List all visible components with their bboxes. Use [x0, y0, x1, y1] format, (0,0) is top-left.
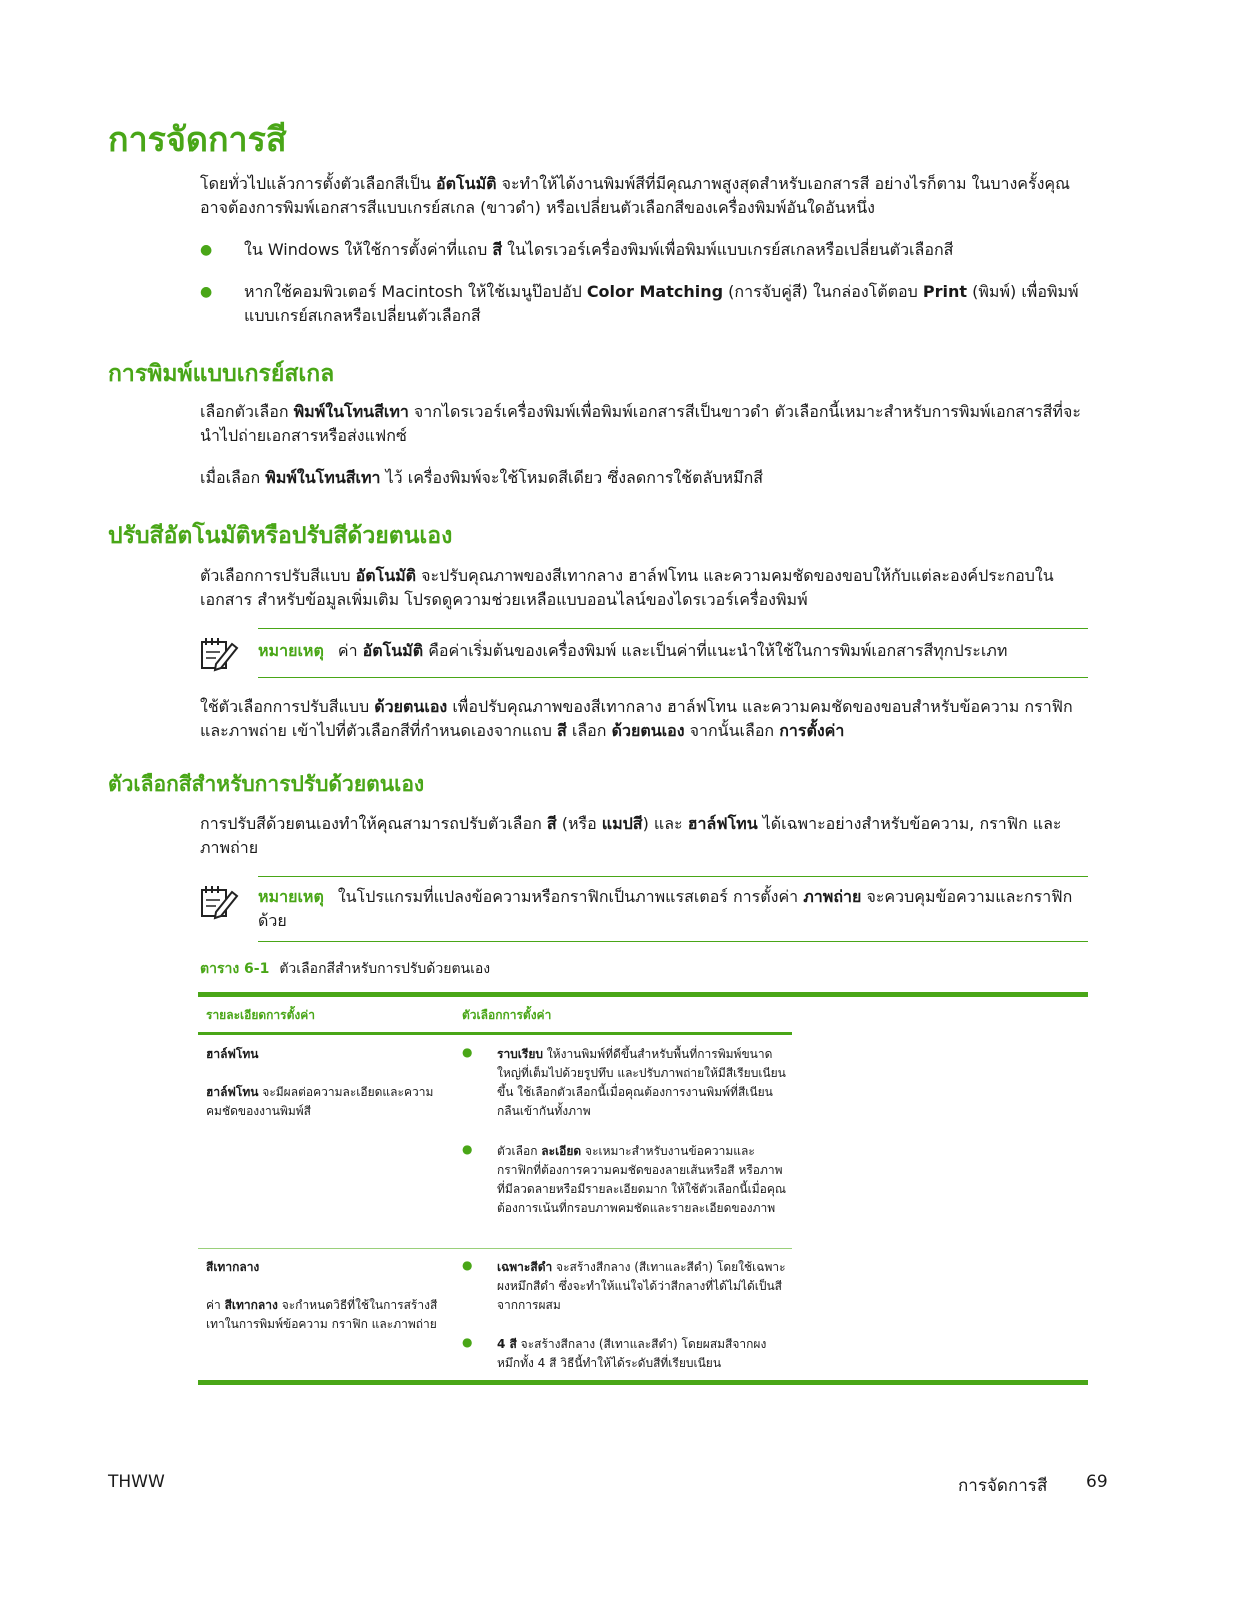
table-header-rule	[198, 1032, 792, 1035]
note-label: หมายเหตุ	[258, 641, 324, 660]
note-pencil-icon	[200, 636, 240, 672]
table-bottom-rule	[198, 1380, 1088, 1385]
bullet-dot-icon: ●	[462, 1045, 473, 1059]
table-row-halftone-desc: ฮาล์ฟโทน จะมีผลต่อความละเอียดและความคมชัดของงานพิมพ์สี	[206, 1085, 434, 1118]
note-label: หมายเหตุ	[258, 887, 324, 906]
bullet-dot-icon: ●	[200, 242, 213, 258]
table-row-halftone-name: ฮาล์ฟโทน	[206, 1047, 259, 1061]
bullet-dot-icon: ●	[462, 1142, 473, 1156]
note-pencil-icon	[200, 884, 240, 920]
grayscale-paragraph-2: เมื่อเลือก พิมพ์ในโทนสีเทา ไว้ เครื่องพิมพ์จะใช้โหมดสีเดียว ซึ่งลดการใช้ตลับหมึกสี	[200, 468, 764, 487]
section-heading-manual-options: ตัวเลือกสีสำหรับการปรับด้วยตนเอง	[108, 772, 425, 796]
table-row-neutral-name: สีเทากลาง	[206, 1260, 260, 1274]
manual-options-paragraph: การปรับสีด้วยตนเองทำให้คุณสามารถปรับตัวเลือก สี (หรือ แมปสี) และ ฮาล์ฟโทน ได้เฉพาะอย่างสำหรับข้อความ, กราฟิก และภาพถ่าย	[200, 814, 1062, 857]
note-box: หมายเหตุ ค่า อัตโนมัติ คือค่าเริ่มต้นของเครื่องพิมพ์ และเป็นค่าที่แนะนำให้ใช้ในการพิมพ์เอกสารสีทุกประเภท	[200, 628, 1088, 678]
footer-left: THWW	[108, 1472, 165, 1492]
manual-paragraph: ใช้ตัวเลือกการปรับสีแบบ ด้วยตนเอง เพื่อปรับคุณภาพของสีเทากลาง ฮาล์ฟโทน และความคมชัดของขอบสำหรับข้อความ กราฟิก และภาพถ่าย เข้าไปที่ตัวเลือกสีที่กำหนดเองจากแถบ สี เลือก ด้วยตนเอง จากนั้นเลือก การตั้งค่า	[200, 697, 1073, 740]
table-option-four-color: 4 สี จะสร้างสีกลาง (สีเทาและสีดำ) โดยผสมสีจากผงหมึกทั้ง 4 สี วิธีนี้ทำให้ได้ระดับสีที่เรียบเนียน	[497, 1337, 767, 1370]
bullet-dot-icon: ●	[462, 1335, 473, 1349]
table-option-black-only: เฉพาะสีดำ จะสร้างสีกลาง (สีเทาและสีดำ) โดยใช้เฉพาะผงหมึกสีดำ ซึ่งจะทำให้แน่ใจได้ว่าสีกลางที่ได้ไม่ได้เป็นสีจากการผสม	[497, 1260, 786, 1312]
bullet-dot-icon: ●	[462, 1258, 473, 1272]
section-heading-auto-manual: ปรับสีอัตโนมัติหรือปรับสีด้วยตนเอง	[108, 523, 453, 549]
table-row-neutral-desc: ค่า สีเทากลาง จะกำหนดวิธีที่ใช้ในการสร้างสีเทาในการพิมพ์ข้อความ กราฟิก และภาพถ่าย	[206, 1298, 438, 1331]
table-option-smooth: ราบเรียบ ให้งานพิมพ์ที่ดีขึ้นสำหรับพื้นที่การพิมพ์ขนาดใหญ่ที่เต็มไปด้วยรูปทึบ และปรับภาพถ่ายให้มีสีเรียบเนียนขึ้น ใช้เลือกตัวเลือกนี้เมื่อคุณต้องการงานพิมพ์ที่สีเนียนกลืนเข้ากันทั้งภาพ	[497, 1047, 786, 1118]
page-number: 69	[1086, 1472, 1108, 1492]
table-header-col1: รายละเอียดการตั้งค่า	[206, 1008, 316, 1022]
grayscale-paragraph-1: เลือกตัวเลือก พิมพ์ในโทนสีเทา จากไดรเวอร์เครื่องพิมพ์เพื่อพิมพ์เอกสารสีเป็นขาวดำ ตัวเลือกนี้เหมาะสำหรับการพิมพ์เอกสารสีที่จะนำไปถ่ายเอกสารหรือส่งแฟกซ์	[200, 402, 1081, 445]
page-title: การจัดการสี	[108, 120, 287, 160]
bullet-dot-icon: ●	[200, 284, 213, 300]
footer-section: การจัดการสี	[958, 1476, 1048, 1496]
table-option-detail: ตัวเลือก ละเอียด จะเหมาะสำหรับงานข้อความและกราฟิกที่ต้องการความคมชัดของลายเส้นหรือสี หรือภาพที่มีลวดลายหรือมีรายละเอียดมาก ให้ใช้ตัวเลือกนี้เมื่อคุณต้องการเน้นที่กรอบภาพคมชัดและรายละเอียดของภาพ	[497, 1144, 786, 1215]
table-caption: ตาราง 6-1 ตัวเลือกสีสำหรับการปรับด้วยตนเอง	[200, 961, 491, 977]
table-top-rule	[198, 992, 1088, 997]
table-header-col2: ตัวเลือกการตั้งค่า	[462, 1008, 552, 1022]
intro-paragraph: โดยทั่วไปแล้วการตั้งตัวเลือกสีเป็น อัตโนมัติ จะทำให้ได้งานพิมพ์สีที่มีคุณภาพสูงสุดสำหรับเอกสารสี อย่างไรก็ตาม ในบางครั้งคุณอาจต้องการพิมพ์เอกสารสีแบบเกรย์สเกล (ขาวดำ) หรือเปลี่ยนตัวเลือกสีของเครื่องพิมพ์อันใดอันหนึ่ง	[200, 174, 1070, 217]
auto-paragraph: ตัวเลือกการปรับสีแบบ อัตโนมัติ จะปรับคุณภาพของสีเทากลาง ฮาล์ฟโทน และความคมชัดของขอบให้กับแต่ละองค์ประกอบในเอกสาร สำหรับข้อมูลเพิ่มเติม โปรดดูความช่วยเหลือแบบออนไลน์ของไดรเวอร์เครื่องพิมพ์	[200, 566, 1054, 609]
note-box: หมายเหตุ ในโปรแกรมที่แปลงข้อความหรือกราฟิกเป็นภาพแรสเตอร์ การตั้งค่า ภาพถ่าย จะควบคุมข้อความและกราฟิกด้วย	[200, 876, 1088, 942]
section-heading-grayscale: การพิมพ์แบบเกรย์สเกล	[108, 361, 335, 387]
table-row-divider	[198, 1248, 792, 1249]
